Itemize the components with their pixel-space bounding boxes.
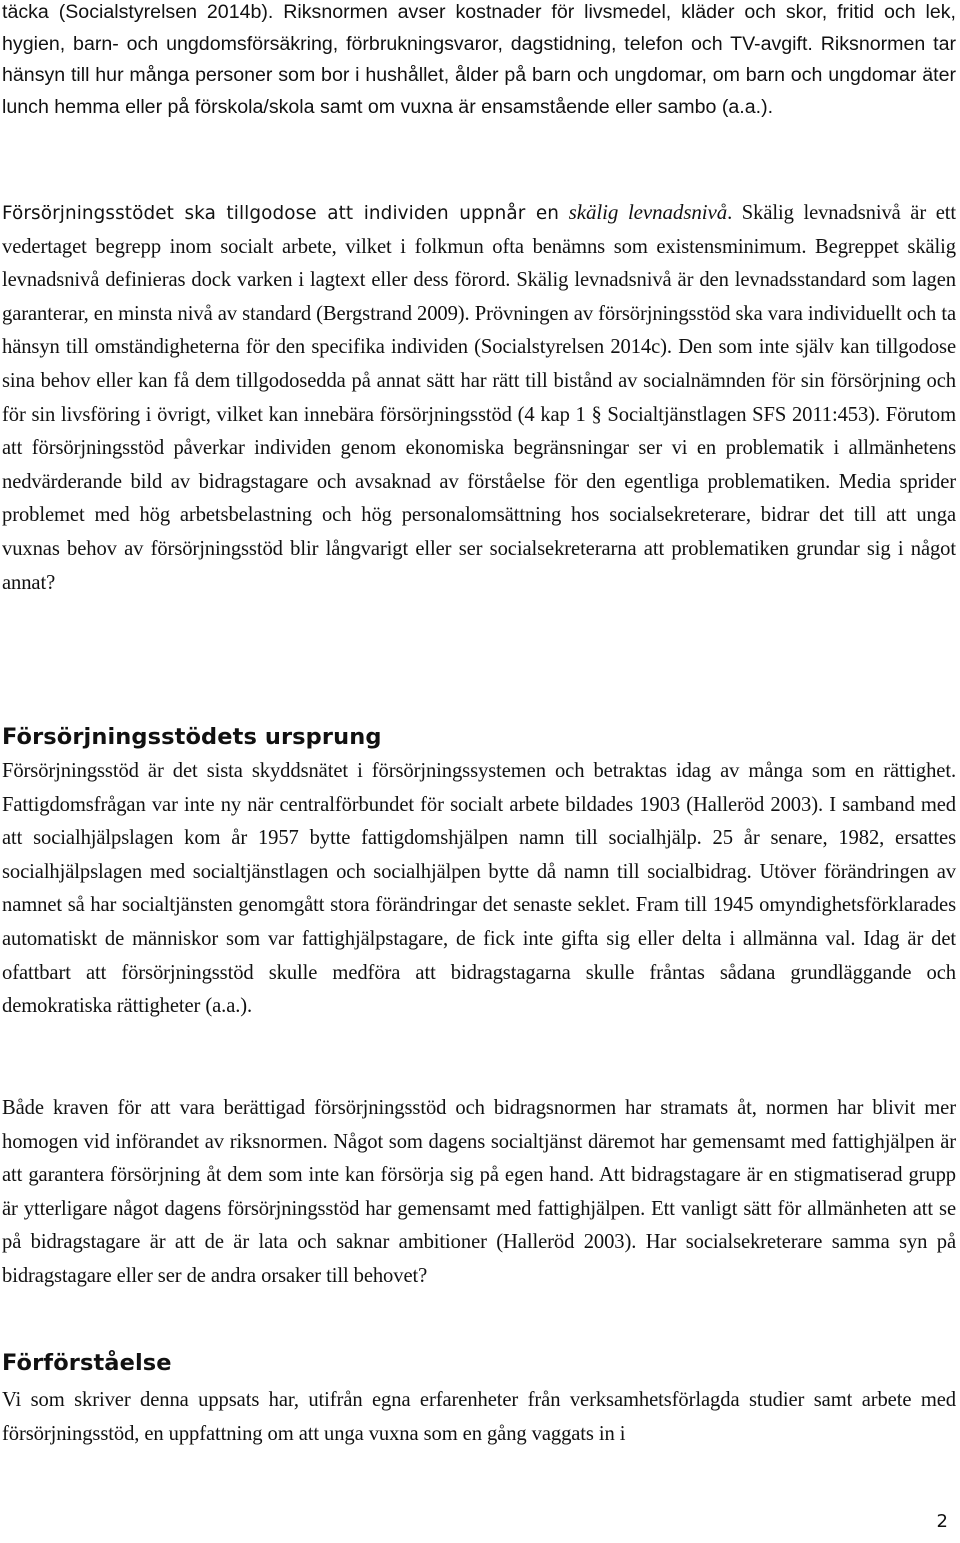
paragraph-skalig-levnadsniva	[2, 196, 956, 600]
emphasized-term: skälig levnadsnivå	[568, 200, 728, 224]
paragraph-kraven: Både kraven för att vara berättigad försörjningsstöd och bidragsnormen har stramats åt, normen har blivit mer homogen vid införandet av riksnormen. Något som dagens socialtjänst däremot har gemensamt med fattighjälpen är att garantera försörjning åt dem som inte kan försörja sig på egen hand. Att bidragstagare är en stigmatiserad grupp är ytterligare något dagens försörjningsstöd har gemensamt med fattighjälpen. Ett vanligt sätt för allmänheten att se på bidragstagare är att de är lata och saknar ambitioner (Halleröd 2003). Har socialsekreterare samma syn på bidragstagare eller ser de andra orsaker till behovet?	[2, 1097, 956, 1287]
paragraph-riksnormen: täcka (Socialstyrelsen 2014b). Riksnormen avser kostnader för livsmedel, kläder och skor, fritid och lek, hygien, barn- och ungdomsförsäkring, förbrukningsvaror, dagstidning, telefon och TV-avgift. Riksnormen tar hänsyn till hur många personer som bor i hushållet, ålder på barn och ungdomar, om barn och ungdomar äter lunch hemma eller på förskola/skola samt om vuxna är ensamstående eller sambo (a.a.).	[2, 1, 956, 119]
section-heading-ursprung: Försörjningsstödets ursprung	[2, 724, 382, 750]
paragraph-body-text: . Skälig levnadsnivå är ett vedertaget begrepp inom socialt arbete, vilket i folkmun ofta benämns som existensminimum. Begreppet skälig levnadsnivå definieras dock varken i lagtext eller dess förord. Skälig levnadsnivå är den levnadsstandard som lagen garanterar, en minsta nivå av standard (Bergstrand 2009). Prövningen av försörjningsstöd ska vara individuellt och ta hänsyn till omständigheterna för den specifika individen (Socialstyrelsen 2014c). Den som inte själv kan tillgodose sina behov eller kan få dem tillgodosedda på annat sätt har rätt till bistånd av socialnämnden för sin försörjning och för sin livsföring i övrigt, vilket kan innebära försörjningsstöd (4 kap 1 § Socialtjänstlagen SFS 2011:453). Förutom att försörjningsstöd påverkar individen genom ekonomiska begränsningar ser vi en problematik i allmänhetens nedvärderande bild av bidragstagare och avsaknad av förståelse för den egentliga problematiken. Media sprider problemet med hög arbetsbelastning och hög personalomsättning hos socialsekreterare, bidrar det till att unga vuxnas behov av försörjningsstöd blir långvarigt eller ser socialsekreterarna att problematiken grundar sig i något annat?	[2, 202, 956, 594]
paragraph-ursprung: Försörjningsstöd är det sista skyddsnätet i försörjningssystemen och betraktas idag av många som en rättighet. Fattigdomsfrågan var inte ny när centralförbundet för socialt arbete bildades 1903 (Halleröd 2003). I samband med att socialhjälpslagen kom år 1957 bytte fattigdomshjälpen namn till socialhjälp. 25 år senare, 1982, ersattes socialhjälpslagen med socialtjänstlagen och socialhjälpen bytte då namn till socialbidrag. Utöver förändringen av namnet så har socialtjänsten genomgått stora förändringar det senaste seklet. Fram till 1945 omyndighetsförklarades automatiskt de människor som var fattighjälpstagare, de fick inte gifta sig eller delta i allmänna val. Idag är det ofattbart att försörjningsstöd skulle medföra att bidragstagarna skulle fråntas sådana grundläggande och demokratiska rättigheter (a.a.).	[2, 760, 956, 1018]
paragraph-forforstaelse: Vi som skriver denna uppsats har, utifrån egna erfarenheter från verksamhetsförlagda studier samt arbete med försörjningsstöd, en uppfattning om att unga vuxna som en gång vaggats in i	[2, 1389, 956, 1445]
paragraph-lead-text: Försörjningsstödet ska tillgodose att individen uppnår en	[2, 203, 560, 224]
page-number: 2	[936, 1511, 948, 1532]
section-heading-forforstaelse: Förförståelse	[2, 1350, 172, 1376]
